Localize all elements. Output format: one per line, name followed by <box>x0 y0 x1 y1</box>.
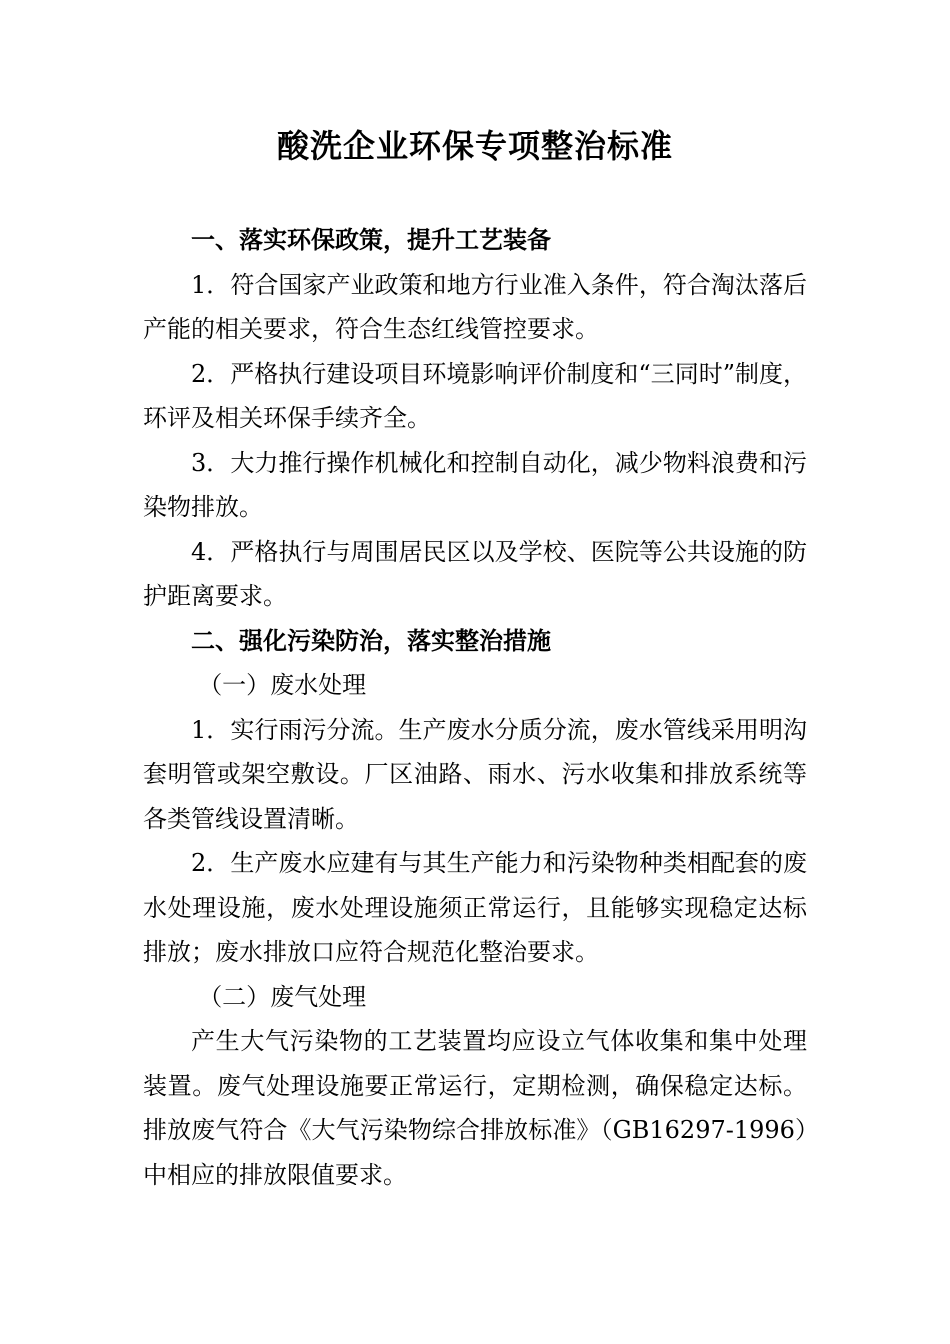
paragraph-1-1: 1．符合国家产业政策和地方行业准入条件，符合淘汰落后产能的相关要求，符合生态红线管控要求。 <box>143 270 807 343</box>
section-heading-2: 二、强化污染防治，落实整治措施 <box>191 625 551 655</box>
paragraph-2-1-2: 2．生产废水应建有与其生产能力和污染物种类相配套的废水处理设施，废水处理设施须正常运行，且能够实现稳定达标排放；废水排放口应符合规范化整治要求。 <box>143 849 807 966</box>
subsection-heading-wastewater: （一）废水处理 <box>198 671 367 699</box>
paragraph-2-2-1: 产生大气污染物的工艺装置均应设立气体收集和集中处理装置。废气处理设施要正常运行，定期检测，确保稳定达标。排放废气符合《大气污染物综合排放标准》（GB16297-1996）中相应的排放限值要求。 <box>143 1027 807 1189</box>
document-title: 酸洗企业环保专项整治标准 <box>276 127 673 165</box>
paragraph-2-1-1: 1．实行雨污分流。生产废水分质分流，废水管线采用明沟套明管或架空敷设。厂区油路、雨水、污水收集和排放系统等各类管线设置清晰。 <box>143 715 807 833</box>
subsection-heading-exhaust-gas: （二）废气处理 <box>198 982 367 1011</box>
paragraph-1-2: 2．严格执行建设项目环境影响评价制度和“三同时”制度，环评及相关环保手续齐全。 <box>143 359 807 432</box>
paragraph-1-4: 4．严格执行与周围居民区以及学校、医院等公共设施的防护距离要求。 <box>143 537 807 610</box>
document-body <box>143 218 807 1197</box>
paragraph-1-3: 3．大力推行操作机械化和控制自动化，减少物料浪费和污染物排放。 <box>143 448 807 521</box>
section-heading-1: 一、落实环保政策，提升工艺装备 <box>191 225 551 254</box>
